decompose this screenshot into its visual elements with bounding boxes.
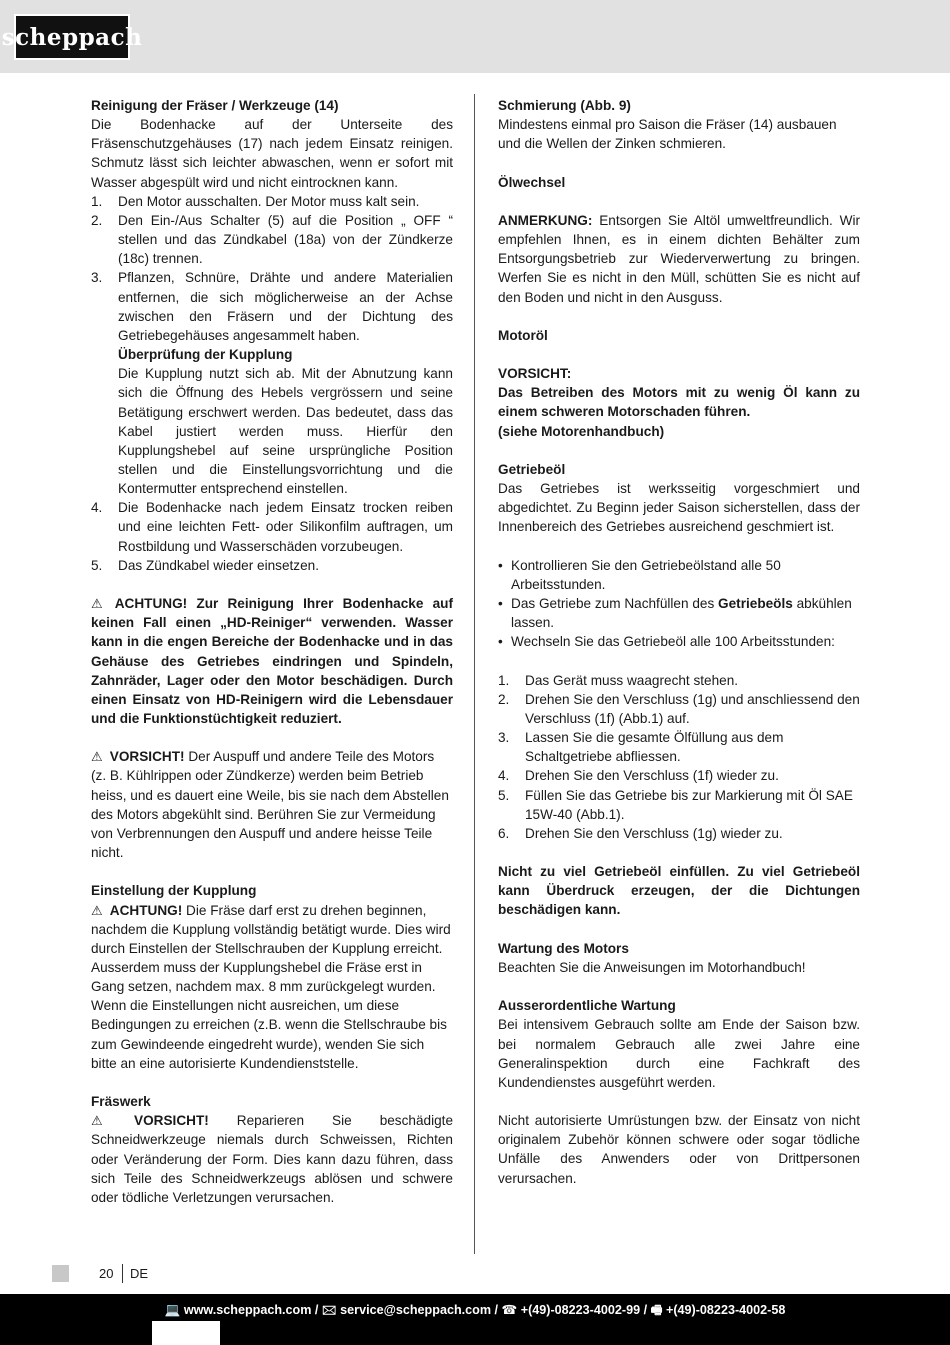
list-item: 5. Das Zündkabel wieder einsetzen. xyxy=(91,557,319,573)
list-item: 4. Drehen Sie den Verschluss (1f) wieder zu. xyxy=(498,768,779,784)
page-marker-square xyxy=(52,1265,69,1282)
section-title-extraordinary-maintenance: Ausserordentliche Wartung xyxy=(498,998,676,1014)
section-title-oil-change: Ölwechsel xyxy=(498,174,566,190)
column-divider xyxy=(474,94,475,1254)
list-item: 6. Drehen Sie den Verschluss (1g) wieder zu. xyxy=(498,825,783,841)
bullet-item: • Das Getriebe zum Nachfüllen des Getriebeöls abkühlen lassen. xyxy=(498,595,852,631)
list-item: 1. Den Motor ausschalten. Der Motor muss kalt sein. xyxy=(91,193,420,209)
left-column xyxy=(91,96,453,1207)
section-title-engine-maintenance: Wartung des Motors xyxy=(498,940,629,956)
gear-oil-paragraph: Das Getriebes ist werksseitig vorgeschmiert und abgedichtet. Zu Beginn jeder Saison sicherstellen, dass der Innenbereich des Getriebes ausreichend geschmiert ist. xyxy=(498,481,860,535)
section-title-lubrication: Schmierung (Abb. 9) xyxy=(498,98,631,113)
warning-icon: ⚠ xyxy=(91,749,103,765)
list-item: 3. Lassen Sie die gesamte Ölfüllung aus dem Schaltgetriebe abfliessen. xyxy=(498,730,784,765)
warning-icon: ⚠ xyxy=(91,902,103,918)
section-title-clutch-adjust: Einstellung der Kupplung xyxy=(91,883,257,899)
warning-icon: ⚠ xyxy=(91,1113,103,1129)
subsection-title-clutch-check: Überprüfung der Kupplung xyxy=(118,347,293,363)
list-item: 5. Füllen Sie das Getriebe bis zur Markierung mit Öl SAE 15W-40 (Abb.1). xyxy=(498,787,853,822)
right-column xyxy=(498,96,860,1188)
caution-hot-parts: ⚠ VORSICHT! Der Auspuff und andere Teile des Motors (z. B. Kühlrippen oder Zündkerze) werden beim Betrieb heiss, und es dauert eine Weile, bis sie nach dem Abstellen des Motors abgekühlt sind. Berühren Sie zur Vermeidung von Verbrennungen den Auspuff und andere heisse Teile nicht. xyxy=(91,749,449,861)
warning-hd-cleaner: ⚠ ACHTUNG! Zur Reinigung Ihrer Bodenhacke auf keinen Fall einen „HD-Reiniger“ verwenden. Wasser kann in die engen Bereiche der Bodenhacke und in das Gehäuse des Getriebes eindringen und Spindeln, Zahnräder, Lager oder den Motor beschädigen. Durch einen Einsatz von HD-Reinigern wird die Lebensdauer und die Funktionstüchtigkeit reduziert. xyxy=(91,596,453,726)
engine-maintenance-paragraph: Beachten Sie die Anweisungen im Motorhandbuch! xyxy=(498,959,806,975)
caution-text: Das Betreiben des Motors mit zu wenig Öl kann zu einem schweren Motorschaden führen. xyxy=(498,385,860,420)
extraordinary-maintenance-paragraph: Bei intensivem Gebrauch sollte am Ende der Saison bzw. bei normalem Gebrauch alle zwei Jahre eine Generalinspektion durch eine Fachkraft des Kundendienstes ausgeführt werden. xyxy=(498,1017,860,1090)
list-item: 1. Das Gerät muss waagrecht stehen. xyxy=(498,672,739,688)
footer-contact-line: 💻 www.scheppach.com / 🖂 service@scheppach.com / ☎ +(49)-08223-4002-99 / 🖷 +(49)-08223-4002-58 xyxy=(164,1303,786,1317)
warning-icon: ⚠ xyxy=(91,596,103,612)
page-number-separator xyxy=(122,1264,123,1283)
section-title-cleaning: Reinigung der Fräser / Werkzeuge (14) xyxy=(91,98,339,113)
overfill-warning: Nicht zu viel Getriebeöl einfüllen. Zu viel Getriebeöl kann Überdruck erzeugen, der die Dichtungen beschädigen kann. xyxy=(498,864,860,918)
page-language: DE xyxy=(130,1266,149,1281)
caution-title: VORSICHT: xyxy=(498,366,572,382)
caution-reference: (siehe Motorenhandbuch) xyxy=(498,423,665,439)
cleaning-paragraph: Die Bodenhacke auf der Unterseite des Fräsenschutzgehäuses (17) nach jedem Einsatz reinigen. Schmutz lässt sich leichter abwaschen, wenn er sofort mit Wasser abgespült wird und nicht eintrocknen kann. xyxy=(91,117,453,190)
bullet-item: • Wechseln Sie das Getriebeöl alle 100 Arbeitsstunden: xyxy=(498,634,835,650)
list-item: 4. Die Bodenhacke nach jedem Einsatz trocken reiben und eine leichten Fett- oder Silikonfilm auftragen, um Rostbildung und Wasserschäden vorzubeugen. xyxy=(91,500,453,554)
footer-white-block xyxy=(152,1321,220,1345)
note-paragraph: ANMERKUNG: Entsorgen Sie Altöl umweltfreundlich. Wir empfehlen Ihnen, es in einem dichten Behälter zum Entsorgungsbetrieb zur Wiederverwertung zu bringen. Werfen Sie es nicht in den Müll, schütten Sie es nicht auf den Boden und nicht in den Ausguss. xyxy=(498,212,860,305)
page-number: 20 xyxy=(99,1266,114,1281)
section-title-motor-oil: Motoröl xyxy=(498,327,548,343)
unauthorized-modifications-paragraph: Nicht autorisierte Umrüstungen bzw. der Einsatz von nicht originalem Zubehör können schwere oder sogar tödliche Unfälle des Anwenders oder von Drittpersonen verursachen. xyxy=(498,1113,860,1186)
header-band xyxy=(0,0,950,73)
section-title-milling: Fräswerk xyxy=(91,1094,151,1110)
brand-logo: scheppach xyxy=(14,14,130,60)
section-title-gear-oil: Getriebeöl xyxy=(498,461,566,477)
bullet-item: • Kontrollieren Sie den Getriebeölstand alle 50 Arbeitsstunden. xyxy=(498,557,781,592)
clutch-adjust-paragraph: ⚠ ACHTUNG! Die Fräse darf erst zu drehen beginnen, nachdem die Kupplung vollständig betätigt wurde. Dies wird durch Einstellen der Stellschrauben der Kupplung erreicht. Ausserdem muss der Kupplungshebel die Fräse erst in Gang setzen, nachdem max. 8 mm zurückgelegt wurden. Wenn die Einstellungen nicht ausreichen, um diese Bedingungen zu erreichen (z.B. wenn die Stellschraube bis zum Gewindeende eingedreht wurde), wenden Sie sich bitte an eine autorisierte Kundendienststelle. xyxy=(91,902,451,1071)
milling-paragraph: ⚠ VORSICHT! Reparieren Sie beschädigte Schneidwerkzeuge niemals durch Schweissen, Richten oder Veränderung der Form. Dies kann dazu führen, dass sich Teile des Schneidwerkzeugs ablösen und schwere oder tödliche Verletzungen verursachen. xyxy=(91,1113,454,1205)
clutch-check-paragraph: Die Kupplung nutzt sich ab. Mit der Abnutzung kann sich die Öffnung des Hebels vergrössern und seine Betätigung erschwert werden. Das bedeutet, dass das Kabel justiert werden muss. Hierfür den Kupplungshebel auf seine ursprüngliche Position stellen und die Einstellungsvorrichtung und die Kontermutter entsprechend einstellen. xyxy=(118,366,453,497)
list-item: 2. Drehen Sie den Verschluss (1g) und anschliessend den Verschluss (1f) (Abb.1) auf. xyxy=(498,691,860,726)
lubrication-paragraph: Mindestens einmal pro Saison die Fräser (14) ausbauen und die Wellen der Zinken schmieren. xyxy=(498,117,837,152)
list-item: 3. Pflanzen, Schnüre, Drähte und andere Materialien entfernen, die sich möglicherweise an der Achse zwischen den Fräsern und der Dichtung des Getriebegehäuses angesammelt haben. xyxy=(91,270,453,343)
list-item: 2. Den Ein-/Aus Schalter (5) auf die Position „ OFF “ stellen und das Zündkabel (18a) von der Zündkerze (18c) trennen. xyxy=(91,212,453,267)
